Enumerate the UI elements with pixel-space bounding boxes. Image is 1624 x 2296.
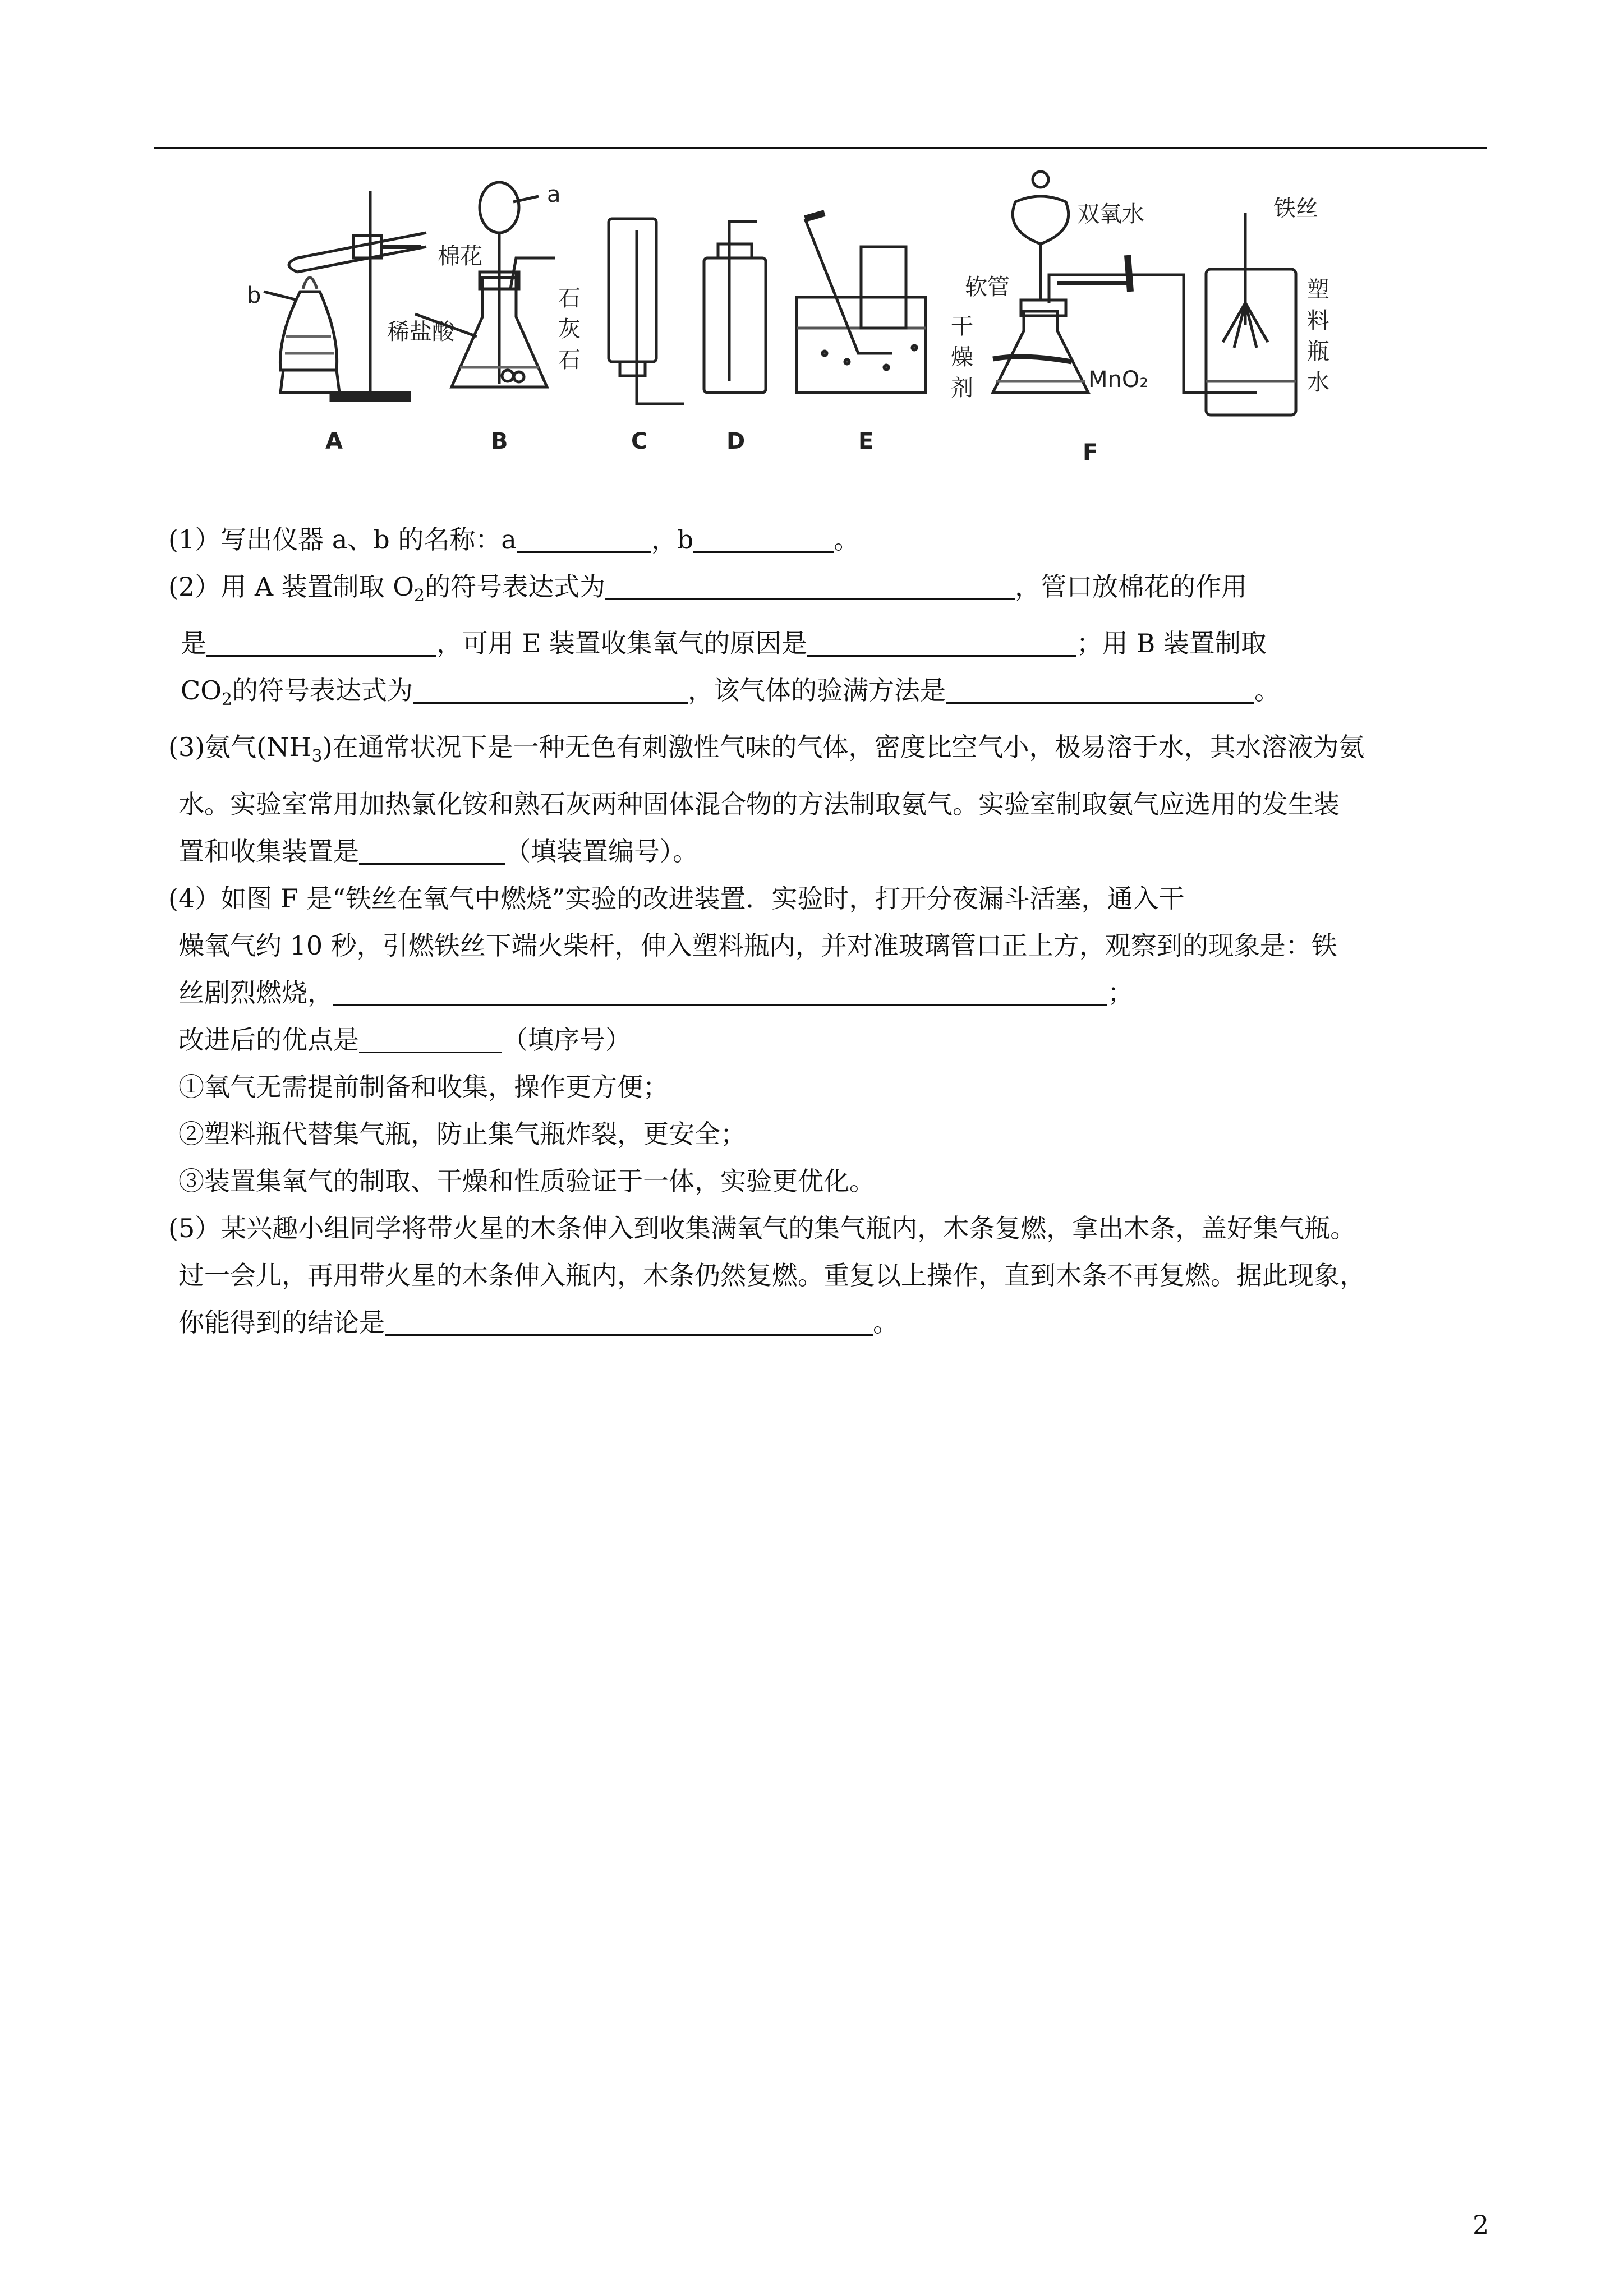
answer-blank[interactable] (693, 522, 834, 553)
question-4-option-1: ①氧气无需提前制备和收集，操作更方便； (178, 1071, 669, 1102)
label-b: b (247, 283, 261, 308)
label-hose: 软管 (965, 274, 1010, 300)
question-3-line-2: 水。实验室常用加热氯化铵和熟石灰两种固体混合物的方法制取氨气。实验室制取氨气应选用的发生装 (178, 789, 1340, 819)
caption-f: F (1083, 440, 1098, 465)
label-plastic-3: 瓶 (1307, 339, 1329, 365)
question-3-line-1: (3)氨气$(NH_3)$在通常状况下是一种无色有刺激性气味的气体，密度比空气小，极易溶于水，其水溶液为氨 (168, 732, 1365, 767)
question-4-line-4: 改进后的优点是 （填序号） (168, 1016, 1487, 1063)
label-iron-wire: 铁丝 (1273, 196, 1318, 222)
caption-b: B (491, 428, 508, 454)
question-2-line-2: 是 ，可用 E 装置收集氧气的原因是 ；用 B 装置制取 (168, 620, 1487, 667)
label-desiccant-2: 燥 (951, 344, 973, 370)
answer-blank[interactable] (413, 673, 688, 704)
label-mno2: MnO₂ (1088, 367, 1149, 393)
apparatus-e (797, 213, 926, 393)
question-5-line-3: 你能得到的结论是 。 (168, 1299, 1487, 1346)
question-4-option-2: ②塑料瓶代替集气瓶，防止集气瓶炸裂，更安全； (178, 1118, 746, 1149)
label-water: 水 (1307, 370, 1329, 395)
question-5-line-1: (5）某兴趣小组同学将带火星的木条伸入到收集满氧气的集气瓶内，木条复燃，拿出木条，盖好集气瓶。 (168, 1212, 1356, 1243)
caption-e: E (858, 428, 874, 454)
label-limestone-2: 灰 (558, 316, 581, 342)
caption-a: A (325, 428, 343, 454)
answer-blank[interactable] (359, 834, 505, 865)
answer-blank[interactable] (946, 673, 1254, 704)
apparatus-d (704, 222, 766, 393)
label-h2o2: 双氧水 (1077, 201, 1144, 227)
question-5-line-2: 过一会儿，再用带火星的木条伸入瓶内，木条仍然复燃。重复以上操作，直到木条不再复燃。据此现象， (178, 1260, 1365, 1290)
apparatus-diagram (241, 168, 1363, 471)
label-desiccant-3: 剂 (951, 375, 973, 401)
page-number: 2 (1473, 2210, 1489, 2240)
question-4-line-1: (4）如图 F 是“铁丝在氧气中燃烧”实验的改进装置．实验时，打开分夜漏斗活塞，通入干 (168, 883, 1185, 914)
question-4-line-3: 丝剧烈燃烧， ； (168, 969, 1487, 1016)
answer-blank[interactable] (517, 522, 651, 553)
label-a: a (547, 182, 561, 208)
answer-blank[interactable] (605, 569, 1015, 600)
answer-blank[interactable] (206, 626, 436, 657)
question-4-line-2: 燥氧气约 10 秒，引燃铁丝下端火柴杆，伸入塑料瓶内，并对准玻璃管口正上方，观察到的现象是：铁 (178, 930, 1337, 961)
label-cotton: 棉花 (438, 243, 482, 269)
answer-blank[interactable] (385, 1305, 873, 1336)
answer-blank[interactable] (359, 1022, 502, 1053)
answer-blank[interactable] (333, 975, 1107, 1006)
question-4-option-3: ③装置集氧气的制取、干燥和性质验证于一体，实验更优化。 (178, 1165, 875, 1196)
apparatus-a (264, 191, 426, 400)
question-1: (1）写出仪器 a、b 的名称：a ，b 。 (168, 516, 1487, 563)
apparatus-b (415, 182, 555, 387)
label-desiccant-1: 干 (951, 313, 973, 339)
answer-blank[interactable] (807, 626, 1076, 657)
label-limestone-3: 石 (558, 347, 581, 373)
label-plastic-2: 料 (1307, 308, 1329, 334)
label-plastic-1: 塑 (1307, 277, 1329, 303)
question-3-line-3: 置和收集装置是 （填装置编号）。 (168, 828, 1487, 875)
question-2-line-3: $CO_2$的符号表达式为 ，该气体的验满方法是 。 (168, 667, 1487, 723)
apparatus-c (609, 219, 684, 404)
question-2-line-1: (2）用 A 装置制取 $O_2$的符号表达式为 ，管口放棉花的作用 (168, 563, 1487, 620)
caption-d: D (726, 428, 746, 454)
question-body (168, 516, 1487, 1346)
label-limestone-1: 石 (558, 285, 581, 311)
caption-c: C (631, 428, 648, 454)
header-rule (154, 147, 1487, 149)
label-dilute-hcl: 稀盐酸 (387, 319, 454, 345)
apparatus-figure (241, 168, 1363, 471)
